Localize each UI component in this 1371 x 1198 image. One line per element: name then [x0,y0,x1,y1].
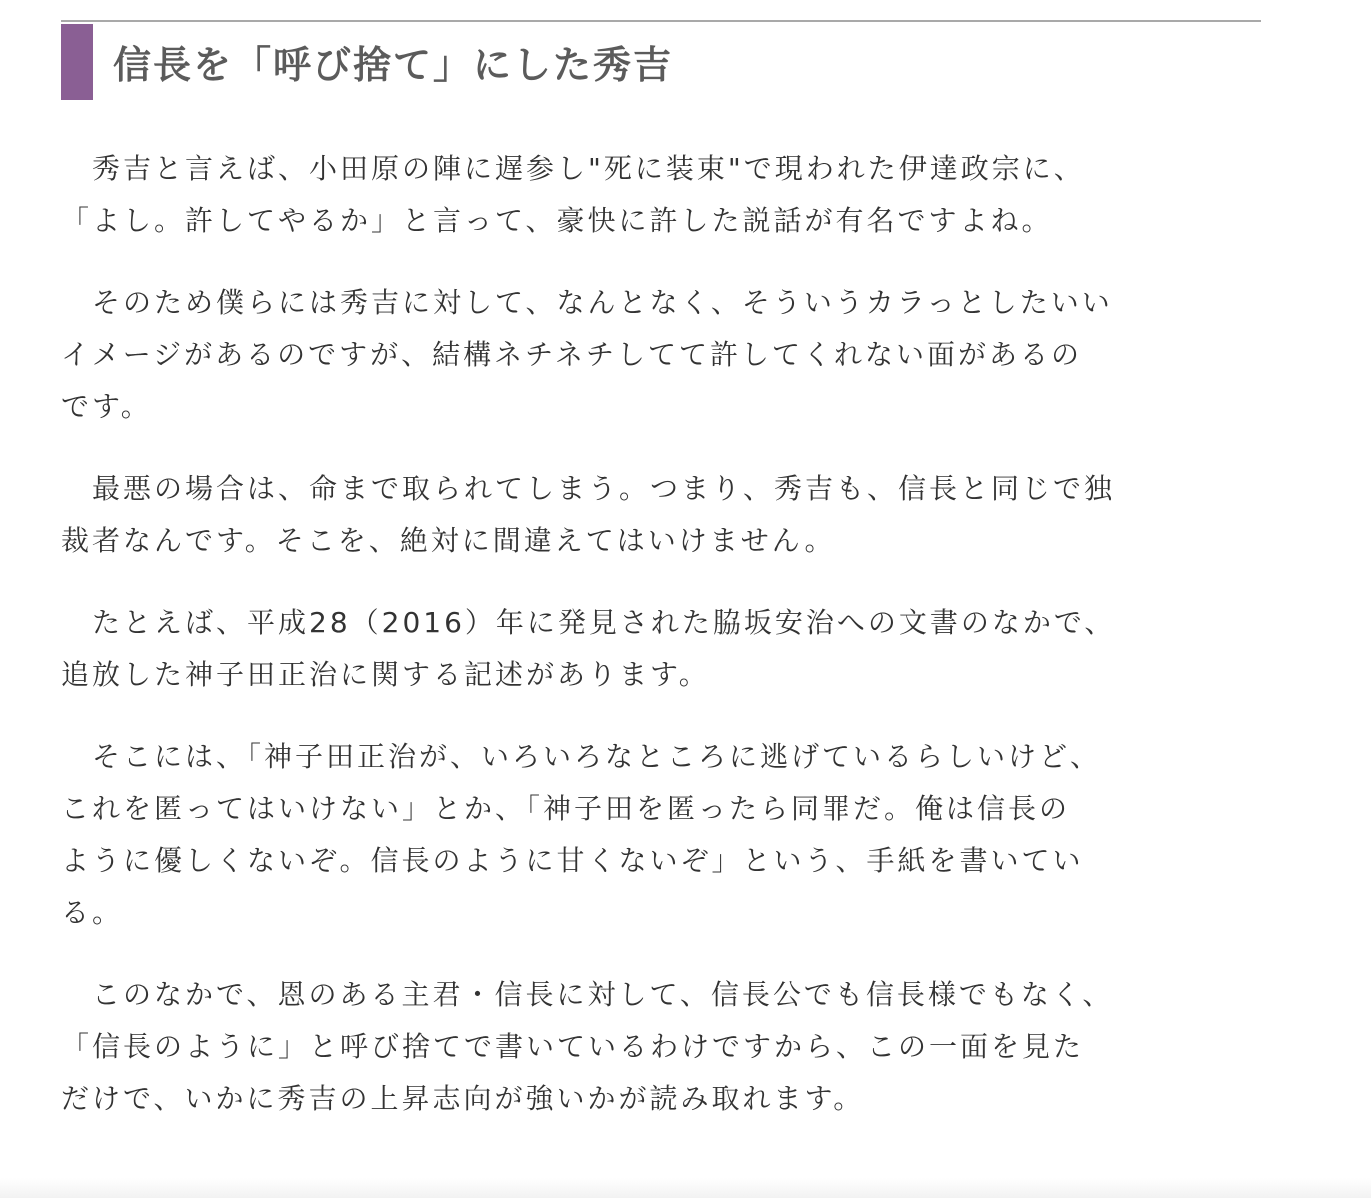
article [61,20,1261,1155]
paragraph-5: そこには、「神子田正治が、いろいろなところに逃げているらしいけど、 これを匿ってはいけない」とか、「神子田を匿ったら同罪だ。俺は信長の ように優しくないぞ。信長のように甘くないぞ」という、手紙を書いてい る。 [61,740,1102,929]
section-heading-text: 信長を「呼び捨て」にした秀吉 [113,43,674,87]
heading-accent-bar [61,24,93,100]
paragraph-2: そのため僕らには秀吉に対して、なんとなく、そういうカラっとしたいい イメージがあるのですが、結構ネチネチしてて許してくれない面があるの です。 [61,286,1113,423]
paragraph-1: 秀吉と言えば、小田原の陣に遅参し"死に装束"で現われた伊達政宗に、 「よし。許してやるか」と言って、豪快に許した説話が有名ですよね。 [61,152,1085,237]
section-heading [61,20,1261,102]
paragraph-4: たとえば、平成28（2016）年に発見された脇坂安治への文書のなかで、 追放した神子田正治に関する記述があります。 [61,606,1116,691]
paragraph-3: 最悪の場合は、命まで取られてしまう。つまり、秀吉も、信長と同じで独 裁者なんです。そこを、絶対に間違えてはいけません。 [61,472,1116,557]
page-bottom-edge [0,1178,1371,1198]
paragraph-6: このなかで、恩のある主君・信長に対して、信長公でも信長様でもなく、 「信長のように」と呼び捨てで書いているわけですから、この一面を見た だけで、いかに秀吉の上昇志向が強いかが読み取れます。 [61,978,1114,1115]
